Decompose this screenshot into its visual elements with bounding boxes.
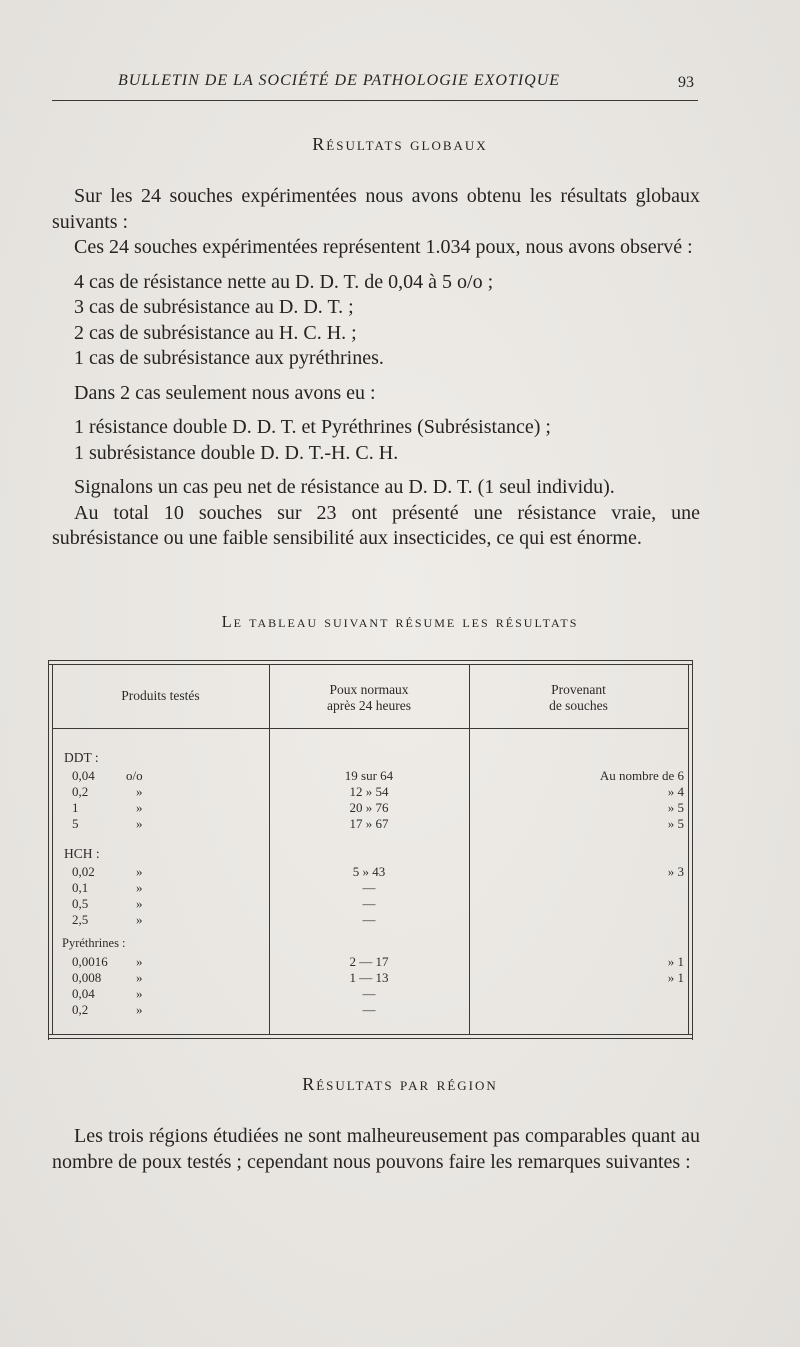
running-header — [52, 70, 698, 101]
paragraph: Signalons un cas peu net de résistance au D. D. T. (1 seul individu). — [74, 476, 615, 498]
list-item: 1 subrésistance double D. D. T.-H. C. H. — [74, 441, 399, 464]
page-number: 93 — [678, 74, 694, 91]
list-item: 3 cas de subrésistance au D. D. T. ; — [74, 296, 354, 318]
list-item: 4 cas de résistance nette au D. D. T. de 0,04 à 5 o/o ; — [74, 270, 494, 293]
list-item: 1 cas de subrésistance aux pyréthrines. — [74, 347, 384, 369]
paragraph: Ces 24 souches expérimentées représentent 1.034 poux, nous avons observé : — [74, 236, 693, 258]
list-item: 1 résistance double D. D. T. et Pyréthrines (Subrésistance) ; — [74, 416, 551, 438]
col-header-products: Produits testés — [121, 688, 200, 703]
col-header-strains: Provenant de souches — [549, 682, 608, 713]
group-label-ddt: DDT : — [64, 750, 99, 765]
results-table: Produits testés Poux normaux après 24 heures Provenant de souches DDT : 0,04 o/o 19 sur 64 Au nombre de 6 0,2 » 12 » 54 » 4 1 » 20 » 76 » 5 5 » 17 » 67 » 5 HCH : 0,02 » 5 » 43 » 3 0,1 » — 0,5 » — 2,5 » — Pyréthrines : 0,0016 » 2 — 17 » 1 0,008 » 1 — 13 » 1 0,04 » — 0,2 » — — [48, 660, 692, 1040]
paragraph: Les trois régions étudiées ne sont malheureusement pas comparables quant au nombre de poux testés ; cependant nous pouvons faire les remarques suivantes : — [52, 1125, 700, 1173]
paragraph: Dans 2 cas seulement nous avons eu : — [74, 381, 376, 404]
global-results-text — [52, 184, 700, 552]
paragraph: Sur les 24 souches expérimentées nous avons obtenu les résultats globaux suivants : — [52, 185, 700, 233]
group-label-pyrethrines: Pyréthrines : — [62, 936, 126, 950]
table-title: Le tableau suivant résume les résultats — [221, 612, 579, 631]
journal-title: BULLETIN DE LA SOCIÉTÉ DE PATHOLOGIE EXOTIQUE — [118, 72, 561, 89]
region-results-text — [52, 1124, 700, 1175]
col-header-normal-lice: Poux normaux après 24 heures — [327, 682, 411, 713]
section-title-global: Résultats globaux — [312, 134, 488, 154]
group-label-hch: HCH : — [64, 846, 100, 861]
section-title-region: Résultats par région — [302, 1074, 498, 1094]
list-item: 2 cas de subrésistance au H. C. H. ; — [74, 321, 357, 344]
paragraph: Au total 10 souches sur 23 ont présenté une résistance vraie, une subrésistance ou une faible sensibilité aux insecticides, ce qui est énorme. — [52, 501, 700, 549]
